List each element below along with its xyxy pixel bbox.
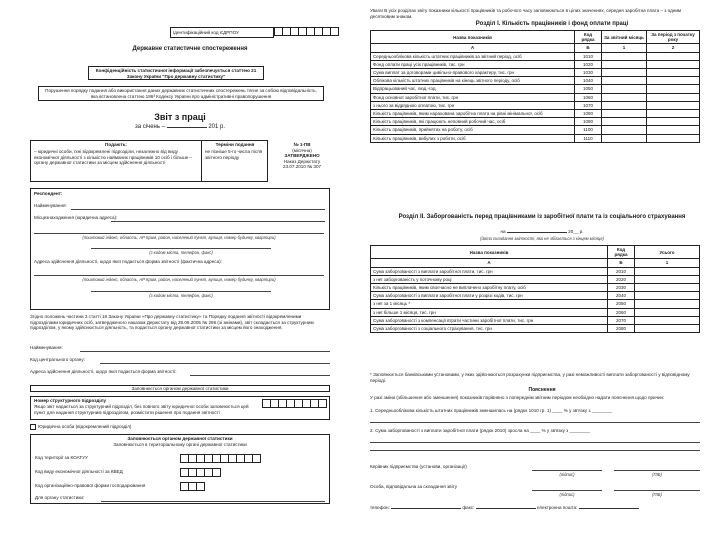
s2-letter-b: Б (608, 259, 635, 267)
table-row (371, 275, 700, 283)
value-cell[interactable] (635, 316, 700, 324)
head-pib-caption: (ПІБ) (652, 472, 662, 477)
form-stamp (272, 142, 332, 170)
value-cell[interactable] (647, 52, 700, 60)
head-label: Керівник підприємства (установи, організації) (370, 464, 467, 469)
row-code: 1070 (575, 101, 602, 109)
kved-cells[interactable] (181, 468, 221, 477)
period-month-field[interactable] (167, 127, 207, 128)
fill-title: Заповнюється органом державної статистики (127, 436, 233, 441)
admin-label: Адреса здійснення діяльності, щодо якої подається форма звітності: (30, 369, 177, 374)
table-row (371, 85, 700, 93)
s1-letter-2: 2 (647, 44, 700, 52)
table-row (371, 118, 700, 126)
explanations-title: Пояснення (528, 387, 556, 393)
s1-letter-a: А (371, 44, 575, 52)
value-cell[interactable] (602, 85, 647, 93)
phone-caption-2: (з кодом міста, телефон, факс) (149, 293, 213, 298)
table-row (371, 284, 700, 292)
s1-letter-1: 1 (602, 44, 647, 52)
koatuu-label: Код території за КОАТУУ (35, 455, 88, 460)
value-cell[interactable] (635, 292, 700, 300)
responsible-sign-field[interactable] (532, 490, 602, 491)
location-field[interactable] (111, 221, 325, 222)
table-row (371, 308, 700, 316)
form-period: (місячна) (292, 147, 312, 153)
s2-header-name: Назва показників (371, 246, 608, 259)
name-label: Найменування: (34, 203, 67, 208)
activity-label: Адреса здійснення діяльності, щодо якої подається форма звітності (фактична адреса): (34, 259, 222, 264)
value-cell[interactable] (635, 325, 700, 333)
legal-note: Згідно положень частини 3 статті 18 Закону України «Про державну статистику» та Порядку подання звітності відокремленими підрозділами юридичних осіб, затвердженого наказом Держстату від 28.09.2005 № 286 (зі змінами), звіт складається за структурним підрозділом, у якому здійснюється діяльність, та подається органу державної статистики за місцем його знаходження. (30, 314, 314, 331)
section2-title: Розділ II. Заборгованість перед працівниками із заробітної плати та із соціального страхування (398, 214, 686, 220)
responsible-label: Особа, відповідальна за складання звіту (370, 484, 458, 489)
s1-letter-b: Б (575, 44, 602, 52)
entity-label: Юридична особа (відокремлений підрозділ) (38, 424, 132, 430)
form-number: № 1-ПВ (293, 142, 311, 147)
period-year: 201 р. (208, 124, 226, 130)
activity-field[interactable] (34, 275, 324, 276)
kopfg-label: Код організаційно-правової форми господарювання (35, 483, 146, 488)
struct-title: Номер структурного підрозділу (34, 398, 107, 403)
row-name: Сума виплат за договорами цивільно-правового характеру, тис. грн (371, 69, 575, 77)
row-name: Сума заборгованості з соціального страхування, тис. грн (371, 325, 608, 333)
struct-cells[interactable] (263, 399, 327, 408)
email-field[interactable] (579, 508, 639, 509)
s1-header-month: За звітний місяць (602, 31, 647, 44)
row-code: 1020 (575, 60, 602, 68)
value-cell[interactable] (602, 101, 647, 109)
value-cell[interactable] (647, 69, 700, 77)
row-code: 1010 (575, 52, 602, 60)
struct-box (30, 396, 330, 420)
company-field[interactable] (80, 351, 330, 352)
codes-title: Заповнюється органом державної статистики (131, 386, 229, 391)
row-code: 1110 (575, 134, 602, 142)
responsible-sign-caption: (підпис) (559, 492, 575, 497)
phone-label: телефон: (370, 505, 390, 510)
value-cell[interactable] (602, 93, 647, 101)
s1-header-year: За період з початку року (647, 31, 700, 44)
deadline-text: не пізніше 5-го числа після звітного періоду (205, 149, 263, 160)
s2-letter-a: А (371, 259, 608, 267)
section2-on: на (500, 229, 506, 234)
violation-box (38, 86, 324, 101)
table-row (371, 110, 700, 118)
confidential-box (88, 66, 264, 80)
value-cell[interactable] (647, 110, 700, 118)
table-row (371, 300, 700, 308)
value-cell[interactable] (647, 118, 700, 126)
fax-field[interactable] (476, 508, 536, 509)
deadline-label: Терміни подання (215, 142, 255, 147)
row-name: Кількість працівників, вибулих з роботи, осіб (371, 134, 575, 142)
postal-field[interactable] (34, 233, 324, 234)
state-observation-title: Державне статистичне спостереження (132, 46, 248, 52)
s1-header-code: Код рядка (575, 31, 602, 44)
ministry-label: Для органу статистики: (35, 495, 85, 500)
table-row (371, 267, 700, 275)
table-row (371, 316, 700, 324)
violation-text: Порушення порядку подання або використання даних державних статистичних спостережень тягне за собою відповідальність, яка встановлена статтею 186³ Кодексу України про адміністративні правопорушення (45, 88, 317, 99)
row-code: 1040 (575, 77, 602, 85)
id-code-box (170, 27, 274, 38)
table-row (371, 77, 700, 85)
footnote: * Заповнюється банківськими установами, у яких здійснюються розрахунки підприємства, у разі неможливості виплати заборгованості у відповідному періоді. (370, 372, 690, 383)
row-name: Фонд основної заробітної плати, тис. грн (371, 93, 575, 101)
row-code: 2070 (608, 316, 635, 324)
responsible-pib-caption: (ПІБ) (652, 492, 662, 497)
respondents-text: – юридичні особи, їхні відокремлені підрозділи, незалежно від виду економічної діяльності з кількістю найманих працівників 10 осіб і більше – органу державної статистики за місцем здійснення діяльності (34, 149, 193, 166)
phone-field-2[interactable] (91, 291, 271, 292)
row-name: Кількість працівників, прийнятих на роботу, осіб (371, 126, 575, 134)
id-code-label: Ідентифікаційний код ЄДРПОУ (173, 30, 239, 35)
row-code: 1030 (575, 69, 602, 77)
value-cell[interactable] (647, 85, 700, 93)
table-row (371, 134, 700, 142)
explanation-1: 1. Середньооблікова кількість штатних працівників зменшилась на (рядок 1010 гр. 1) ____ % у зв'язку з ________ (370, 408, 613, 413)
report-title: Звіт з праці (154, 112, 206, 122)
row-code: 2010 (608, 267, 635, 275)
top-note: Увага! В усіх розділах звіту показники кількості працівників та робочого часу заповнюються в цілих значеннях, середня заробітна плата – з одним десятковим знаком. (370, 8, 682, 19)
contacts-row (370, 505, 710, 511)
row-name: Сума заборгованості з виплати заробітної плати, тис. грн (371, 267, 608, 275)
row-name: Сума заборгованості з виплати заробітної плати у розрізі кодів, тис. грн (371, 292, 608, 300)
row-name: Фонд оплати праці усіх працівників, тис. грн (371, 60, 575, 68)
row-code: 1080 (575, 110, 602, 118)
approved-label: ЗАТВЕРДЖЕНО (284, 153, 320, 159)
table-row (371, 325, 700, 333)
explanation-text: У разі зміни (збільшення або зменшення) показників порівняно з попереднім звітним періодом необхідно надати пояснення щодо причин: (370, 395, 665, 400)
row-name: Сума заборгованості з компенсації втрати частини заробітної плати, тис. грн (371, 316, 608, 324)
phone-field[interactable] (391, 508, 461, 509)
kopfg-cells[interactable] (181, 482, 205, 491)
s2-header-code: Код рядка (608, 246, 635, 259)
admin-field[interactable] (190, 375, 330, 376)
row-name: Середньооблікова кількість штатних працівників за звітний період, осіб (371, 52, 575, 60)
entity-checkbox[interactable] (30, 424, 36, 430)
ministry-field[interactable] (101, 501, 325, 502)
value-cell[interactable] (647, 126, 700, 134)
row-code: 2020 (608, 275, 635, 283)
postal-caption-2: (поштовий індекс, область, АР Крим, район, населений пункт, вулиця, номер будинку, квартири) (82, 277, 276, 282)
fax-label: факс: (462, 505, 475, 510)
s2-letter-1: 1 (635, 259, 700, 267)
responsible-pib-field[interactable] (614, 490, 700, 491)
koatuu-cells[interactable] (181, 454, 261, 463)
section1-table (370, 30, 700, 143)
id-code-cells[interactable] (275, 27, 339, 36)
row-name: з неї більше 1 місяця, тис. грн (371, 308, 608, 316)
value-cell[interactable] (602, 60, 647, 68)
s1-header-name: Назва показників (371, 31, 575, 44)
row-code: 2040 (608, 292, 635, 300)
right-form-page (362, 0, 720, 540)
value-cell[interactable] (647, 101, 700, 109)
head-sign-caption: (підпис) (559, 472, 575, 477)
phone-field-1[interactable] (91, 248, 271, 249)
confidential-text: Конфіденційність статистичної інформації забезпечується статтею 21 Закону України "Про державну статистику" (95, 68, 257, 79)
table-row (371, 69, 700, 77)
table-row (371, 93, 700, 101)
kved-label: Код виду економічної діяльності за КВЕД (35, 469, 123, 474)
value-cell[interactable] (647, 134, 700, 142)
row-name: Облікова кількість штатних працівників на кінець звітного періоду, осіб (371, 77, 575, 85)
row-code: 2050 (608, 300, 635, 308)
value-cell[interactable] (635, 267, 700, 275)
section2-table (370, 245, 700, 333)
phone-caption-1: (з кодом міста, телефон, факс) (149, 250, 213, 255)
row-name: з неї заборгованість у поточному році (371, 275, 608, 283)
respondent-label: Респондент: (34, 191, 63, 196)
codes-strip (30, 385, 330, 392)
row-name: Кількість працівників, яким нарахована заробітна плата на рівні мінімальної, осіб (371, 110, 575, 118)
table-row (371, 126, 700, 134)
row-code: 2030 (608, 284, 635, 292)
row-code: 2060 (608, 308, 635, 316)
location-label: Місцезнаходження (юридична адреса): (34, 215, 118, 220)
table-row (371, 101, 700, 109)
explanation-2: 2. Сума заборгованості з виплати заробітної плати (рядок 2010) зросла на ____ % у зв'язку з ________ (370, 428, 590, 433)
value-cell[interactable] (647, 77, 700, 85)
row-code: 1060 (575, 93, 602, 101)
respondents-label: Подають: (105, 142, 127, 147)
value-cell[interactable] (647, 60, 700, 68)
value-cell[interactable] (602, 69, 647, 77)
value-cell[interactable] (635, 300, 700, 308)
value-cell[interactable] (602, 118, 647, 126)
section1-title: Розділ I. Кількість працівників і фонд оплати праці (475, 21, 629, 27)
report-period (60, 124, 300, 131)
value-cell[interactable] (635, 308, 700, 316)
central-label: Код центрального органу: (30, 357, 85, 362)
approved-by: Наказ Держстату (283, 158, 321, 164)
row-name: з нього за відрядною оплатою, тис. грн (371, 101, 575, 109)
value-cell[interactable] (602, 126, 647, 134)
row-code: 1090 (575, 118, 602, 126)
email-label: електронна пошта: (536, 505, 578, 510)
value-cell[interactable] (647, 93, 700, 101)
head-pib-field[interactable] (614, 470, 700, 471)
head-sign-field[interactable] (532, 470, 602, 471)
row-code: 1100 (575, 126, 602, 134)
period-prefix: за січень – (134, 124, 165, 130)
row-name: з неї за 1 місяць * (371, 300, 608, 308)
s2-header-total: Усього (635, 246, 700, 259)
respondents-box (30, 140, 268, 182)
company-label: Найменування: (30, 345, 63, 350)
row-name: Відпрацьований час, люд.-год (371, 85, 575, 93)
name-field[interactable] (71, 209, 325, 210)
respondent-block (30, 188, 330, 310)
entity-row (30, 424, 330, 430)
postal-caption: (поштовий індекс, область, АР Крим, район, населений пункт, вулиця, номер будинку, квартири) (82, 235, 276, 240)
explanation-3-field[interactable] (370, 450, 700, 451)
row-name: Кількість працівників, які працюють неповний робочий час, осіб (371, 118, 575, 126)
row-name: Кількість працівників, яким своєчасно не виплачено заробітну плату, осіб (371, 284, 608, 292)
section2-date-caption: (дата складання звітності, яка не збігається з кінцем місяця) (480, 236, 604, 241)
table-row (371, 60, 700, 68)
section2-date-field[interactable] (507, 232, 567, 233)
value-cell[interactable] (602, 77, 647, 85)
value-cell[interactable] (602, 110, 647, 118)
central-field[interactable] (100, 363, 330, 364)
value-cell[interactable] (635, 284, 700, 292)
table-row (371, 292, 700, 300)
explanation-1-field[interactable] (370, 422, 700, 423)
explanation-2-field[interactable] (370, 442, 700, 443)
section2-date-row (422, 229, 662, 235)
codes-box (30, 434, 330, 504)
struct-text: Якщо звіт надається за структурний підрозділ, без повного звіту юридичної особи заповнюється цей пункт для надання структурним підрозділом, розмістити рішення про подання звітності (34, 404, 249, 415)
value-cell[interactable] (635, 275, 700, 283)
approved-date: 23.07.2010 № 307 (282, 164, 322, 170)
section2-year: 20__ р. (568, 229, 584, 234)
value-cell[interactable] (602, 52, 647, 60)
fill-text: Заповнюється в територіальному органі державної статистики (113, 442, 247, 447)
value-cell[interactable] (602, 134, 647, 142)
row-code: 1050 (575, 85, 602, 93)
row-code: 2080 (608, 325, 635, 333)
table-row (371, 52, 700, 60)
